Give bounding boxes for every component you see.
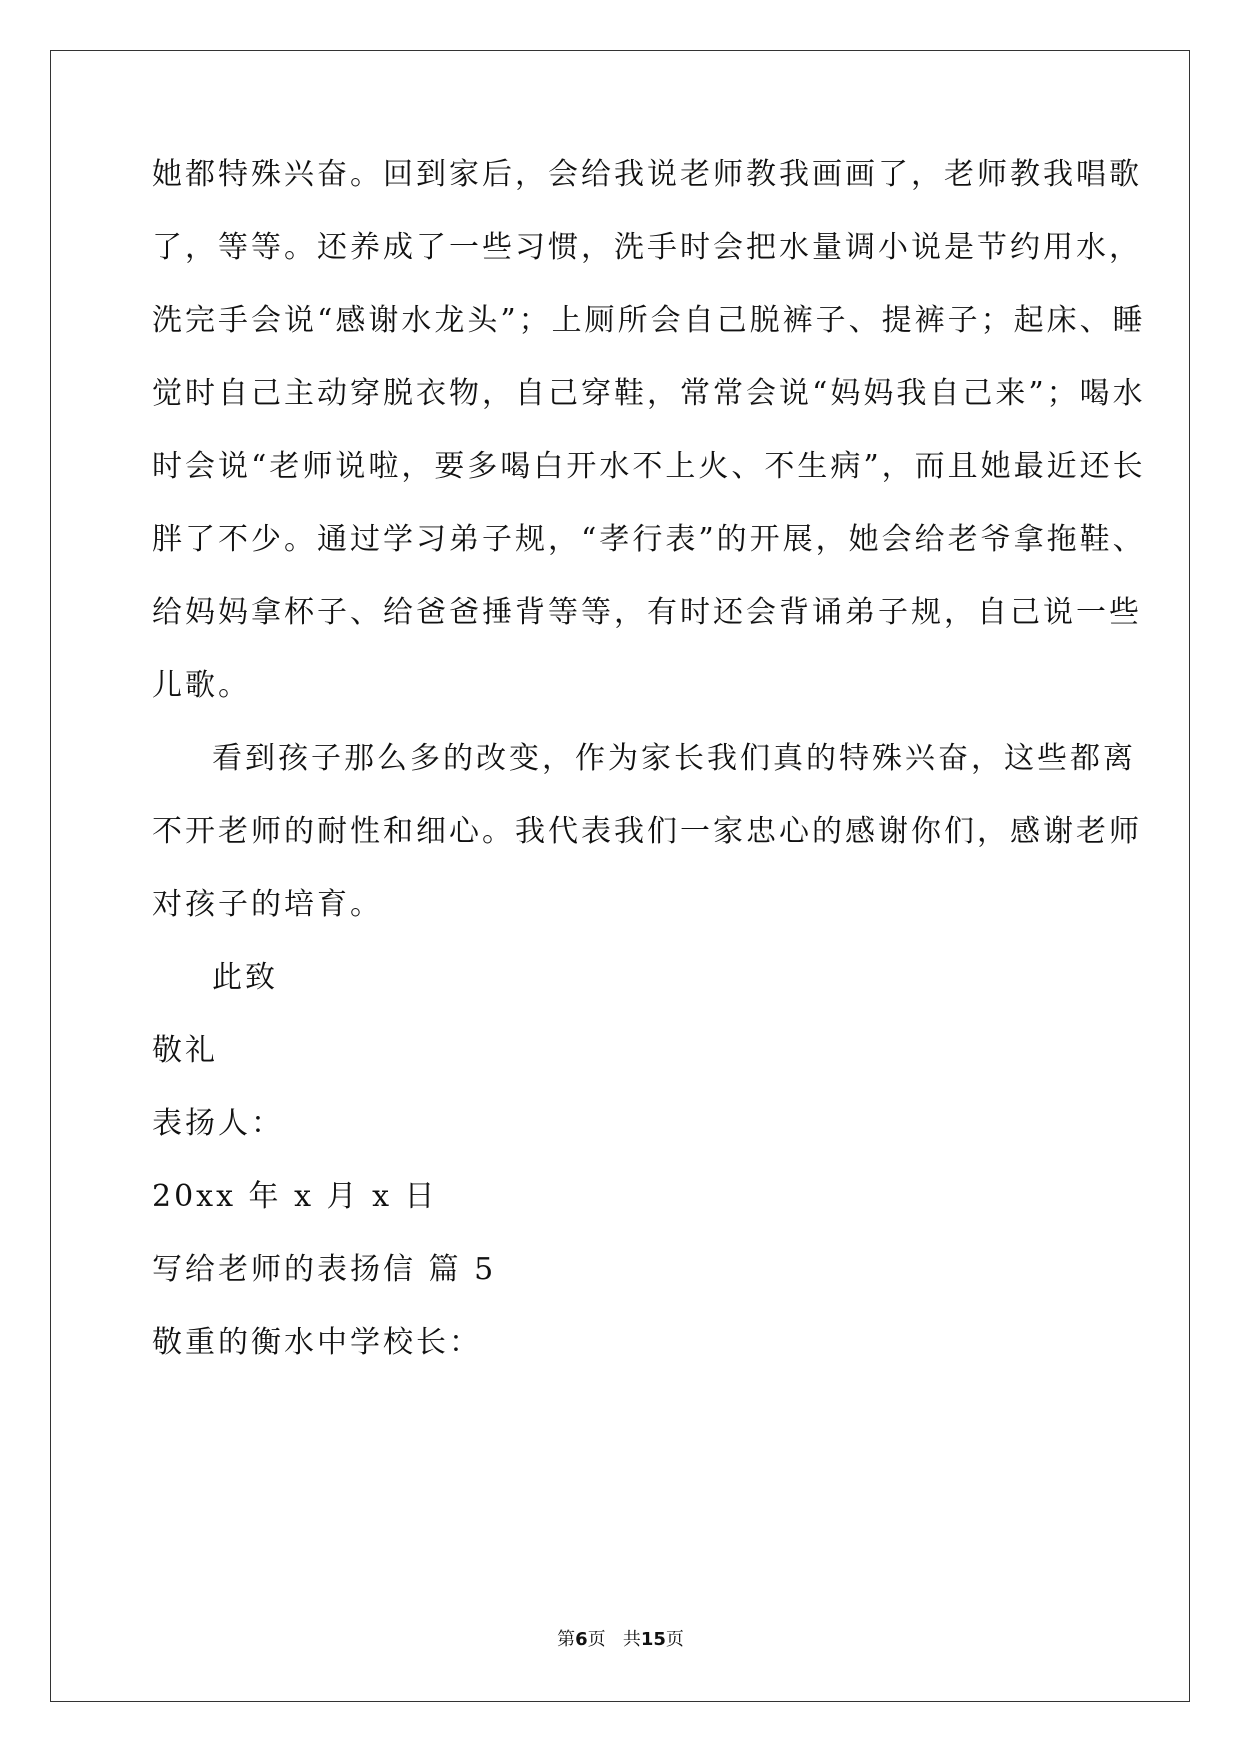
page-number: 6: [575, 1629, 588, 1650]
text-line-7: 给妈妈拿杯子、给爸爸捶背等等，有时还会背诵弟子规，自己说一些: [152, 595, 1142, 630]
letter-date: 20xx 年 x 月 x 日: [152, 1179, 438, 1214]
text-line-1: 她都特殊兴奋。回到家后，会给我说老师教我画画了，老师教我唱歌: [152, 157, 1142, 192]
page-border: [50, 50, 1190, 1702]
text-line-4: 觉时自己主动穿脱衣物，自己穿鞋，常常会说“妈妈我自己来”；喝水: [152, 376, 1146, 411]
text-line-6: 胖了不少。通过学习弟子规，“孝行表”的开展，她会给老爷拿拖鞋、: [152, 522, 1146, 557]
closing-salutation: 此致: [212, 960, 278, 995]
text-line-8: 儿歌。: [152, 668, 251, 703]
text-line-9: 看到孩子那么多的改变，作为家长我们真的特殊兴奋，这些都离: [212, 741, 1136, 776]
signature-label: 表扬人：: [152, 1106, 284, 1141]
total-pages: 15: [640, 1629, 666, 1650]
page-suffix: 页: [587, 1629, 606, 1650]
total-prefix: 共: [622, 1629, 641, 1650]
text-line-10: 不开老师的耐性和细心。我代表我们一家忠心的感谢你们，感谢老师: [152, 814, 1142, 849]
page-prefix: 第: [557, 1629, 576, 1650]
total-suffix: 页: [665, 1629, 684, 1650]
text-line-2: 了，等等。还养成了一些习惯，洗手时会把水量调小说是节约用水，: [152, 230, 1142, 265]
page-footer: [0, 1628, 1241, 1652]
section-heading: 写给老师的表扬信 篇 5: [152, 1252, 497, 1287]
letter-greeting: 敬重的衡水中学校长：: [152, 1325, 482, 1360]
text-line-5: 时会说“老师说啦，要多喝白开水不上火、不生病”，而且她最近还长: [152, 449, 1146, 484]
text-line-3: 洗完手会说“感谢水龙头”；上厕所会自己脱裤子、提裤子；起床、睡: [152, 303, 1146, 338]
closing-regards: 敬礼: [152, 1033, 218, 1068]
text-line-11: 对孩子的培育。: [152, 887, 383, 922]
